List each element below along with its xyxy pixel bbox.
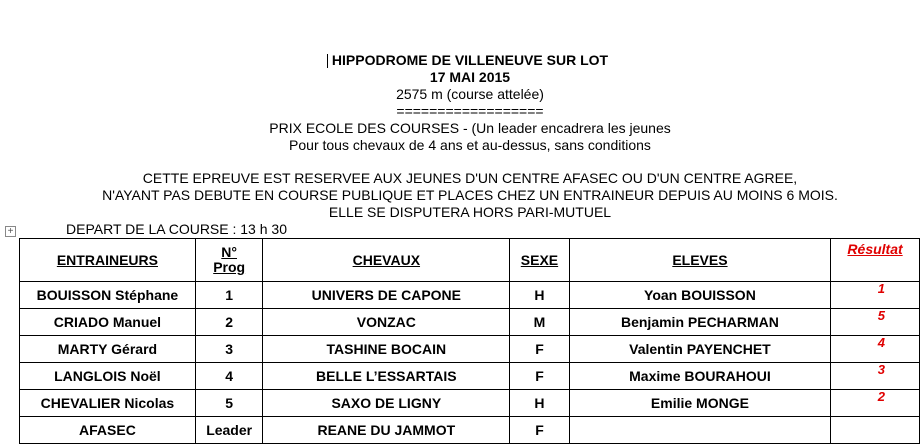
header-chevaux: CHEVAUX: [263, 239, 510, 282]
race-distance: 2575 m (course attelée): [396, 86, 544, 102]
cell-sexe: F: [510, 336, 570, 363]
rules-line-1: CETTE EPREUVE EST RESERVEE AUX JEUNES D'UN CENTRE AFASEC OU D'UN CENTRE AGREE,: [142, 170, 798, 186]
table-row: [20, 390, 920, 417]
cell-resultat: 1: [831, 282, 920, 309]
cell-entraineur: LANGLOIS Noël: [20, 363, 196, 390]
page-title: HIPPODROME DE VILLENEUVE SUR LOT: [331, 52, 609, 68]
cell-prog: 4: [195, 363, 263, 390]
header-prog-line2: Prog: [213, 259, 246, 275]
table-row: [20, 336, 920, 363]
cell-cheval: REANE DU JAMMOT: [263, 417, 510, 444]
cell-sexe: H: [510, 282, 570, 309]
participants-table: [19, 238, 920, 444]
race-conditions: Pour tous chevaux de 4 ans et au-dessus, sans conditions: [289, 137, 651, 153]
cell-entraineur: CHEVALIER Nicolas: [20, 390, 196, 417]
cell-eleve: Valentin PAYENCHET: [569, 336, 830, 363]
rules-line-2: N'AYANT PAS DEBUTE EN COURSE PUBLIQUE ET PLACES CHEZ UN ENTRAINEUR DEPUIS AU MOINS 6 MOIS.: [102, 187, 838, 203]
separator-line: ==================: [396, 103, 544, 119]
cell-entraineur: CRIADO Manuel: [20, 309, 196, 336]
header-eleves: ELEVES: [569, 239, 830, 282]
cell-prog: Leader: [195, 417, 263, 444]
header-entraineurs: ENTRAINEURS: [20, 239, 196, 282]
cell-eleve: [569, 417, 830, 444]
cell-entraineur: BOUISSON Stéphane: [20, 282, 196, 309]
cell-sexe: F: [510, 417, 570, 444]
cell-entraineur: AFASEC: [20, 417, 196, 444]
header-resultat: Résultat: [831, 239, 920, 282]
rules-line-3: ELLE SE DISPUTERA HORS PARI-MUTUEL: [328, 204, 612, 220]
cell-resultat: 2: [831, 390, 920, 417]
cell-sexe: M: [510, 309, 570, 336]
cell-resultat: 3: [831, 363, 920, 390]
cell-resultat: 4: [831, 336, 920, 363]
table-row: [20, 309, 920, 336]
header-sexe: SEXE: [510, 239, 570, 282]
cell-prog: 2: [195, 309, 263, 336]
table-row: [20, 282, 920, 309]
cell-resultat: [831, 417, 920, 444]
cell-eleve: Maxime BOURAHOUI: [569, 363, 830, 390]
cell-cheval: BELLE L’ESSARTAIS: [263, 363, 510, 390]
document-header: [0, 52, 920, 154]
cell-eleve: Yoan BOUISSON: [569, 282, 830, 309]
cell-prog: 1: [195, 282, 263, 309]
cell-entraineur: MARTY Gérard: [20, 336, 196, 363]
cell-eleve: Benjamin PECHARMAN: [569, 309, 830, 336]
cell-cheval: TASHINE BOCAIN: [263, 336, 510, 363]
departure-time: DEPART DE LA COURSE : 13 h 30: [66, 221, 287, 237]
cell-eleve: Emilie MONGE: [569, 390, 830, 417]
cell-prog: 3: [195, 336, 263, 363]
table-row: [20, 417, 920, 444]
race-date: 17 MAI 2015: [429, 69, 511, 85]
cell-cheval: SAXO DE LIGNY: [263, 390, 510, 417]
cell-cheval: VONZAC: [263, 309, 510, 336]
table-header-row: [20, 239, 920, 282]
table-move-handle-icon[interactable]: +: [5, 226, 16, 237]
cell-sexe: F: [510, 363, 570, 390]
cell-resultat: 5: [831, 309, 920, 336]
race-name: PRIX ECOLE DES COURSES - (Un leader encadrera les jeunes: [269, 120, 671, 136]
table-row: [20, 363, 920, 390]
header-prog: [195, 239, 263, 282]
header-prog-line1: N°: [221, 244, 237, 260]
cell-cheval: UNIVERS DE CAPONE: [263, 282, 510, 309]
cell-prog: 5: [195, 390, 263, 417]
cell-sexe: H: [510, 390, 570, 417]
race-rules: [0, 170, 920, 221]
